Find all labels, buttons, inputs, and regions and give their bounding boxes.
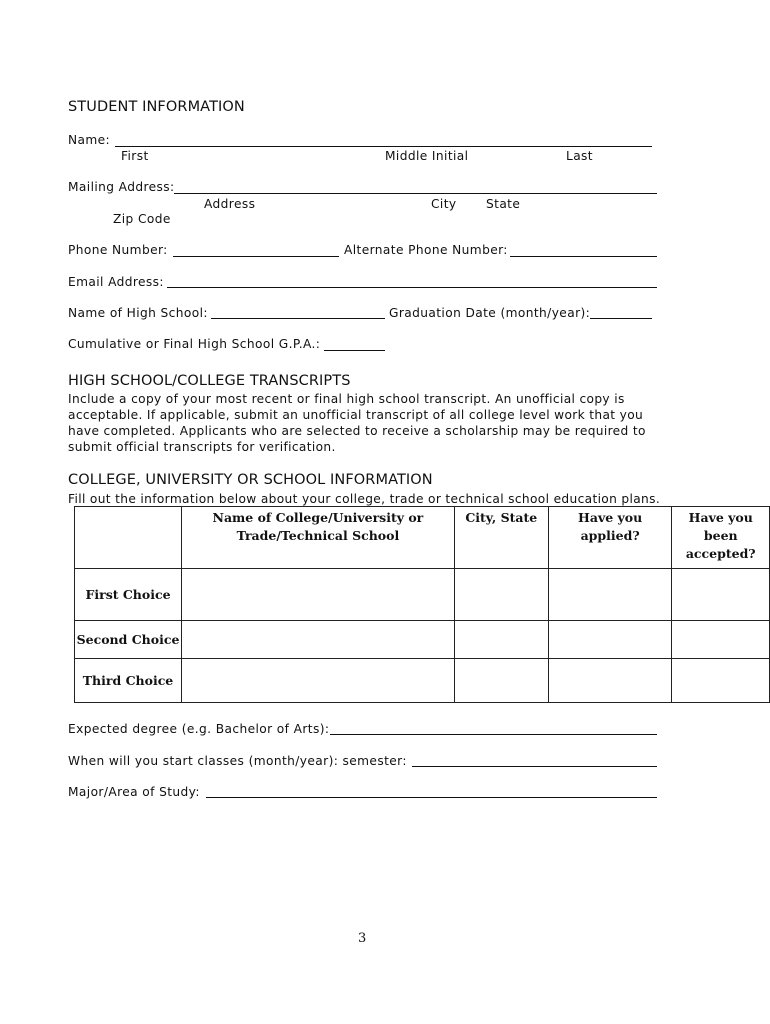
mailing-city-caption: City bbox=[431, 197, 457, 211]
transcripts-line-3: have completed. Applicants who are selected to receive a scholarship may be required to bbox=[68, 424, 646, 438]
major-field[interactable] bbox=[206, 797, 657, 798]
email-label: Email Address: bbox=[68, 275, 164, 289]
college-info-heading: COLLEGE, UNIVERSITY OR SCHOOL INFORMATION bbox=[68, 472, 433, 488]
third-choice-college-cell[interactable] bbox=[182, 659, 455, 703]
gpa-field[interactable] bbox=[324, 350, 385, 351]
first-choice-college-cell[interactable] bbox=[182, 569, 455, 621]
name-last-caption: Last bbox=[566, 149, 593, 163]
first-choice-city-cell[interactable] bbox=[454, 569, 548, 621]
third-choice-city-cell[interactable] bbox=[454, 659, 548, 703]
mailing-state-caption: State bbox=[486, 197, 521, 211]
expected-degree-field[interactable] bbox=[330, 734, 657, 735]
table-row bbox=[75, 621, 770, 659]
mailing-address-field[interactable] bbox=[174, 193, 657, 194]
start-classes-field[interactable] bbox=[412, 766, 657, 767]
gpa-label: Cumulative or Final High School G.P.A.: bbox=[68, 337, 321, 351]
email-field[interactable] bbox=[167, 287, 657, 288]
name-field[interactable] bbox=[115, 146, 652, 147]
third-choice-label: Third Choice bbox=[75, 659, 182, 703]
mailing-address-label: Mailing Address: bbox=[68, 180, 175, 194]
graduation-date-label: Graduation Date (month/year): bbox=[389, 306, 591, 320]
first-choice-applied-cell[interactable] bbox=[548, 569, 672, 621]
third-choice-applied-cell[interactable] bbox=[548, 659, 672, 703]
page-number: 3 bbox=[358, 931, 367, 946]
table-row bbox=[75, 659, 770, 703]
expected-degree-label: Expected degree (e.g. Bachelor of Arts): bbox=[68, 722, 330, 736]
transcripts-line-2: acceptable. If applicable, submit an unofficial transcript of all college level work that you bbox=[68, 408, 644, 422]
first-choice-label: First Choice bbox=[75, 569, 182, 621]
phone-label: Phone Number: bbox=[68, 243, 168, 257]
second-choice-applied-cell[interactable] bbox=[548, 621, 672, 659]
high-school-label: Name of High School: bbox=[68, 306, 208, 320]
second-choice-accepted-cell[interactable] bbox=[672, 621, 770, 659]
second-choice-college-cell[interactable] bbox=[182, 621, 455, 659]
first-choice-accepted-cell[interactable] bbox=[672, 569, 770, 621]
college-info-intro: Fill out the information below about your college, trade or technical school education plans. bbox=[68, 492, 661, 506]
major-label: Major/Area of Study: bbox=[68, 785, 200, 799]
second-choice-city-cell[interactable] bbox=[454, 621, 548, 659]
third-choice-accepted-cell[interactable] bbox=[672, 659, 770, 703]
applied-header: Have you applied? bbox=[548, 507, 672, 569]
city-state-header: City, State bbox=[454, 507, 548, 569]
mailing-address-caption: Address bbox=[204, 197, 256, 211]
accepted-header: Have you been accepted? bbox=[672, 507, 770, 569]
second-choice-label: Second Choice bbox=[75, 621, 182, 659]
transcripts-heading: HIGH SCHOOL/COLLEGE TRANSCRIPTS bbox=[68, 373, 351, 389]
table-corner-cell bbox=[75, 507, 182, 569]
transcripts-line-4: submit official transcripts for verification. bbox=[68, 440, 336, 454]
graduation-date-field[interactable] bbox=[590, 318, 652, 319]
phone-field[interactable] bbox=[173, 256, 339, 257]
alt-phone-field[interactable] bbox=[510, 256, 657, 257]
name-middle-caption: Middle Initial bbox=[385, 149, 469, 163]
name-first-caption: First bbox=[121, 149, 149, 163]
college-name-header: Name of College/University or Trade/Technical School bbox=[182, 507, 455, 569]
start-classes-label: When will you start classes (month/year): semester: bbox=[68, 754, 407, 768]
mailing-zip-caption: Zip Code bbox=[113, 212, 171, 226]
transcripts-line-1: Include a copy of your most recent or final high school transcript. An unofficial copy is bbox=[68, 392, 625, 406]
name-label: Name: bbox=[68, 133, 111, 147]
student-information-heading: STUDENT INFORMATION bbox=[68, 99, 245, 115]
college-choices-table bbox=[74, 506, 770, 703]
high-school-field[interactable] bbox=[211, 318, 385, 319]
alt-phone-label: Alternate Phone Number: bbox=[344, 243, 508, 257]
table-row bbox=[75, 569, 770, 621]
